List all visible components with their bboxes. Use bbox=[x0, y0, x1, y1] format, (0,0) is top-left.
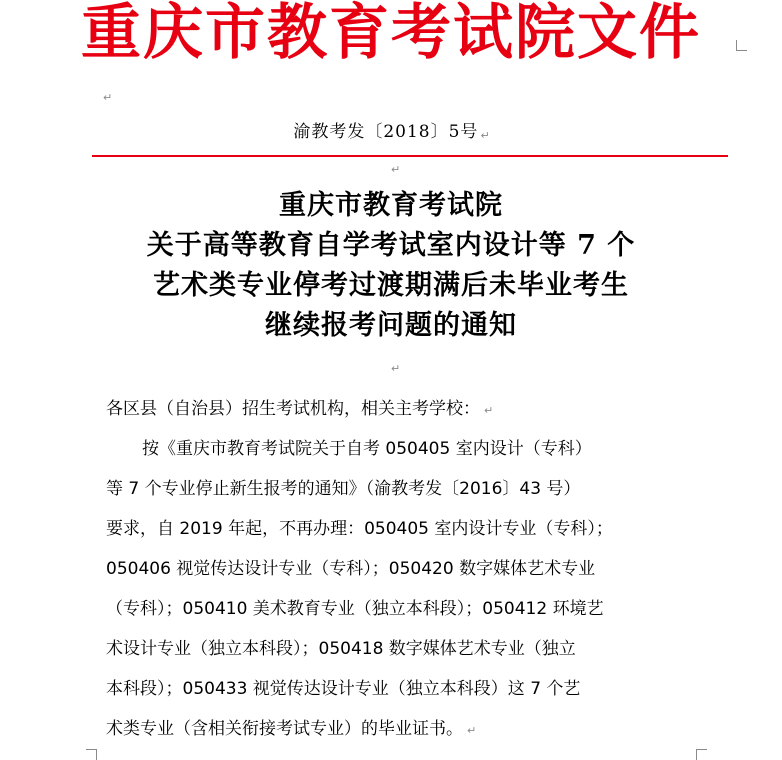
paragraph-mark-icon: ↵ bbox=[391, 362, 401, 375]
paragraph-mark-icon: ↵ bbox=[103, 91, 113, 104]
notice-title bbox=[0, 186, 782, 346]
paragraph-mark-icon: ↵ bbox=[484, 404, 494, 417]
corner-mark-top-right bbox=[736, 40, 747, 51]
paragraph-mark-icon: ↵ bbox=[391, 163, 401, 176]
title-line-1: 重庆市教育考试院 bbox=[279, 190, 503, 221]
body-line: 按《重庆市教育考试院关于自考 050405 室内设计（专科） bbox=[142, 439, 592, 459]
body-line-last bbox=[106, 709, 696, 749]
salutation-text: 各区县（自治县）招生考试机构，相关主考学校： bbox=[106, 399, 480, 419]
document-number bbox=[0, 120, 782, 144]
body-line: 等 7 个专业停止新生报考的通知》（渝教考发〔2016〕43 号） bbox=[106, 479, 581, 499]
red-divider-rule bbox=[92, 155, 728, 157]
corner-mark-bottom-left bbox=[86, 749, 97, 760]
body-line: （专科）；050410 美术教育专业（独立本科段）；050412 环境艺 bbox=[106, 599, 604, 619]
body-line: 本科段）；050433 视觉传达设计专业（独立本科段）这 7 个艺 bbox=[106, 679, 581, 699]
paragraph-mark-icon: ↵ bbox=[467, 724, 477, 737]
title-line-2: 关于高等教育自学考试室内设计等 7 个 bbox=[146, 230, 636, 261]
body-line: 050406 视觉传达设计专业（专科）；050420 数字媒体艺术专业 bbox=[106, 559, 596, 579]
body-line-text: 术类专业（含相关衔接考试专业）的毕业证书。 bbox=[106, 719, 463, 739]
title-line-4: 继续报考问题的通知 bbox=[265, 310, 517, 341]
body-paragraph bbox=[106, 429, 696, 749]
corner-mark-bottom-right bbox=[696, 749, 707, 760]
paragraph-mark-icon: ↵ bbox=[480, 129, 491, 142]
title-line-3: 艺术类专业停考过渡期满后未毕业考生 bbox=[153, 270, 629, 301]
salutation bbox=[106, 389, 696, 429]
red-header-title: 重庆市教育考试院文件 bbox=[81, 0, 701, 68]
body-line: 要求，自 2019 年起，不再办理：050405 室内设计专业（专科）； bbox=[106, 519, 613, 539]
document-number-text: 渝教考发〔2018〕5号 bbox=[293, 122, 479, 142]
body-line: 术设计专业（独立本科段）；050418 数字媒体艺术专业（独立 bbox=[106, 639, 576, 659]
